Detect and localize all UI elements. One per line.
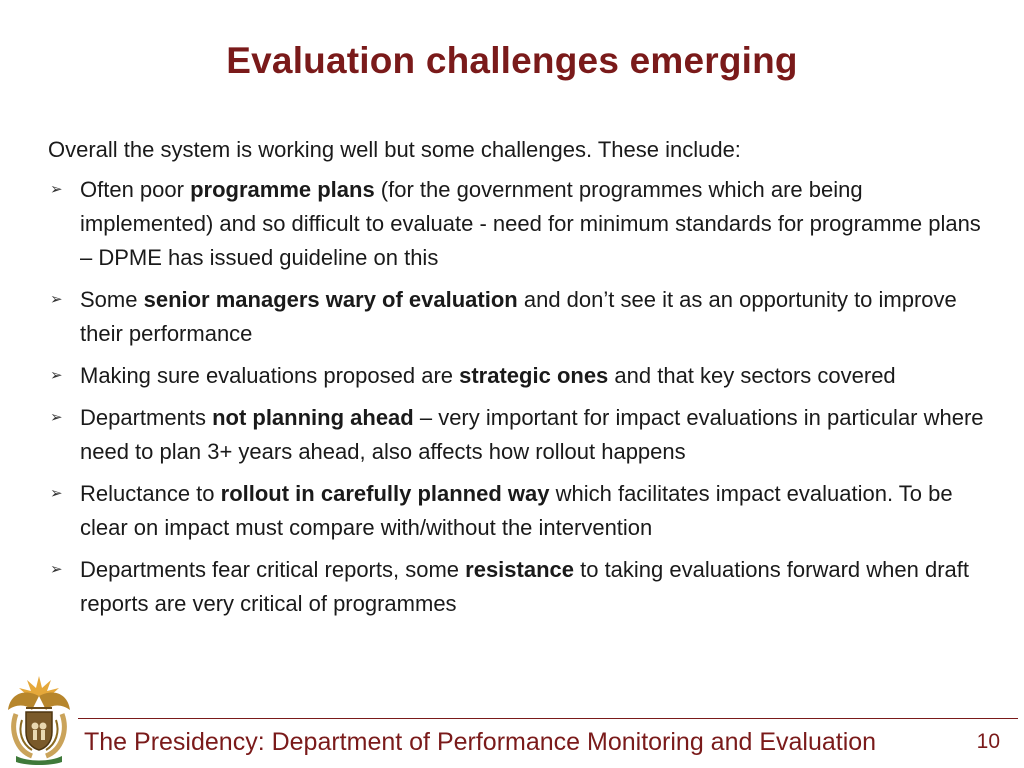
coat-of-arms-icon [2, 670, 76, 766]
page-number: 10 [976, 730, 1000, 753]
arrow-right-icon: ➢ [50, 485, 63, 502]
arrow-right-icon: ➢ [50, 367, 63, 384]
arrow-right-icon: ➢ [50, 409, 63, 426]
slide-body [48, 133, 998, 629]
intro-text: Overall the system is working well but some challenges. These include: [48, 137, 741, 162]
bullet-item: ➢ Departments fear critical reports, some resistance to taking evaluations forward when draft reports are very critical of programmes [48, 553, 998, 621]
arrow-right-icon: ➢ [50, 561, 63, 578]
bullet-item: ➢ Some senior managers wary of evaluation and don’t see it as an opportunity to improve their performance [48, 283, 998, 351]
bullet-item: ➢ Reluctance to rollout in carefully planned way which facilitates impact evaluation. To be clear on impact must compare with/without the intervention [48, 477, 998, 545]
footer-divider [78, 718, 1018, 719]
bullet-item: ➢ Often poor programme plans (for the government programmes which are being implemented) and so difficult to evaluate - need for minimum standards for programme plans – DPME has issued guideline on this [48, 173, 998, 275]
arrow-right-icon: ➢ [50, 181, 63, 198]
footer-organisation-name: The Presidency: Department of Performance Monitoring and Evaluation [84, 728, 877, 756]
bullet-item: ➢ Making sure evaluations proposed are strategic ones and that key sectors covered [48, 359, 998, 393]
slide-title: Evaluation challenges emerging [226, 40, 798, 81]
bullet-list [48, 173, 998, 621]
arrow-right-icon: ➢ [50, 291, 63, 308]
bullet-item: ➢ Departments not planning ahead – very important for impact evaluations in particular where need to plan 3+ years ahead, also affects how rollout happens [48, 401, 998, 469]
